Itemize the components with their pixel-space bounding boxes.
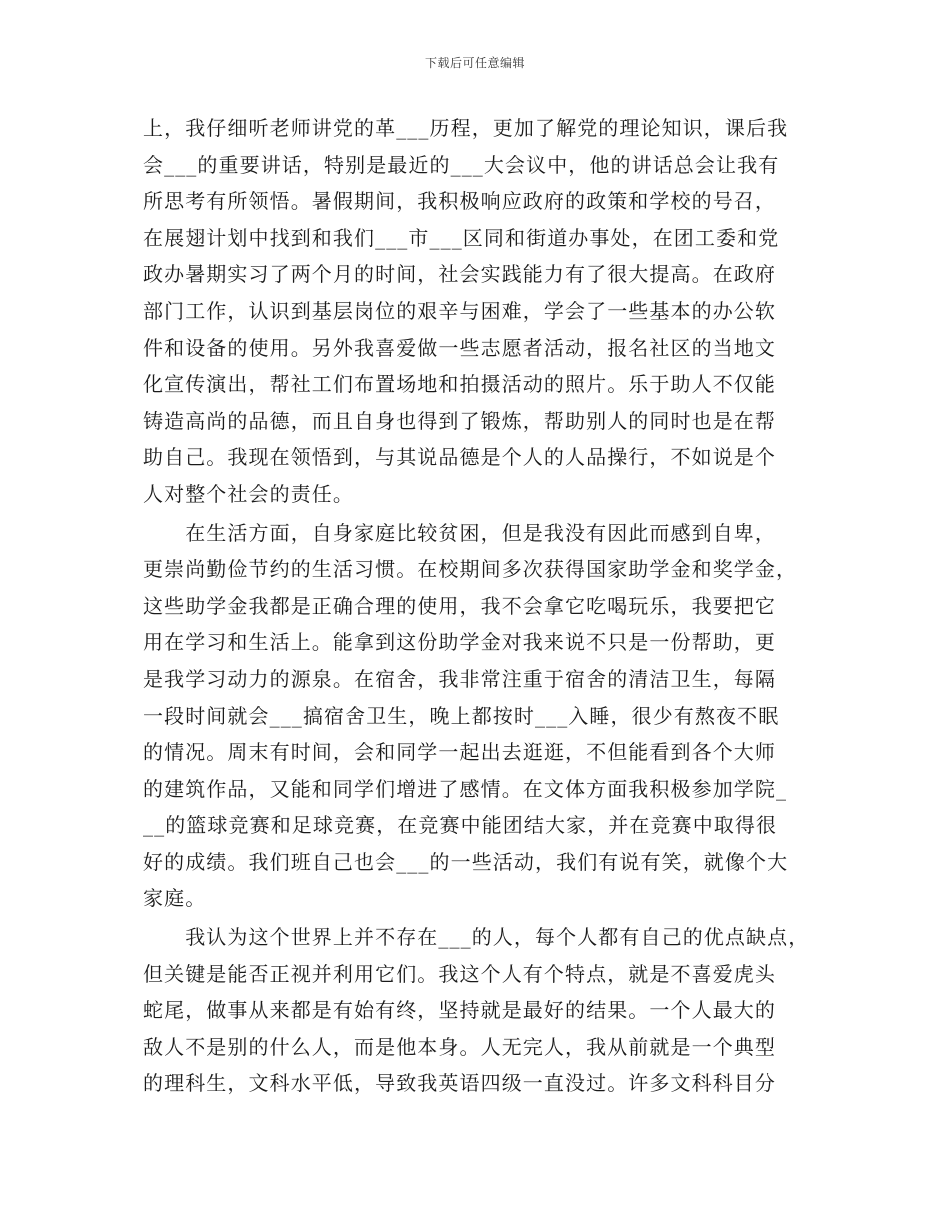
text-line: 化宣传演出，帮社工们布置场地和拍摄活动的照片。乐于助人不仅能 bbox=[143, 372, 776, 397]
text-line: 政办暑期实习了两个月的时间，社会实践能力有了很大提高。在政府 bbox=[143, 262, 776, 287]
text-line: 的理科生，文科水平低，导致我英语四级一直没过。许多文科科目分 bbox=[143, 1071, 776, 1096]
text-line: 的情况。周末有时间，会和同学一起出去逛逛，不但能看到各个大师 bbox=[143, 740, 776, 765]
text-line: 蛇尾，做事从来都是有始有终，坚持就是最好的结果。一个人最大的 bbox=[143, 998, 776, 1023]
text-line: 这些助学金我都是正确合理的使用，我不会拿它吃喝玩乐，我要把它 bbox=[143, 593, 776, 618]
text-line: 会___的重要讲话，特别是最近的___大会议中，他的讲话总会让我有 bbox=[143, 152, 780, 177]
paragraph-3 bbox=[143, 919, 813, 1102]
text-line: 好的成绩。我们班自己也会___的一些活动，我们有说有笑，就像个大 bbox=[143, 849, 789, 874]
text-line: 但关键是能否正视并利用它们。我这个人有个特点，就是不喜爱虎头 bbox=[143, 961, 776, 986]
text-line: 的建筑作品，又能和同学们增进了感情。在文体方面我积极参加学院_ bbox=[143, 776, 788, 801]
text-line: 更崇尚勤俭节约的生活习惯。在校期间多次获得国家助学金和奖学金， bbox=[143, 557, 798, 582]
body-text bbox=[143, 110, 813, 1102]
text-line: 在展翅计划中找到和我们___市___区同和街道办事处，在团工委和党 bbox=[143, 225, 780, 250]
text-line: 铸造高尚的品德，而且自身也得到了锻炼，帮助别人的同时也是在帮 bbox=[143, 408, 776, 433]
text-line: 我认为这个世界上并不存在___的人，每个人都有自己的优点缺点， bbox=[143, 925, 810, 950]
text-line: 件和设备的使用。另外我喜爱做一些志愿者活动，报名社区的当地文 bbox=[143, 335, 776, 360]
text-line: __的篮球竞赛和足球竞赛，在竞赛中能团结大家，并在竞赛中取得很 bbox=[143, 813, 778, 838]
text-line: 在生活方面，自身家庭比较贫困，但是我没有因此而感到自卑， bbox=[143, 520, 776, 545]
paragraph-1 bbox=[143, 110, 813, 513]
text-line: 部门工作，认识到基层岗位的艰辛与困难，学会了一些基本的办公软 bbox=[143, 298, 776, 323]
page-header: 下载后可任意编辑 bbox=[424, 56, 525, 70]
text-line: 敌人不是别的什么人，而是他本身。人无完人，我从前就是一个典型 bbox=[143, 1034, 776, 1059]
text-line: 人对整个社会的责任。 bbox=[143, 481, 354, 506]
paragraph-2 bbox=[143, 515, 813, 918]
text-line: 家庭。 bbox=[143, 886, 207, 911]
text-line: 一段时间就会___搞宿舍卫生，晚上都按时___入睡，很少有熬夜不眠 bbox=[143, 703, 780, 728]
text-line: 用在学习和生活上。能拿到这份助学金对我来说不只是一份帮助，更 bbox=[143, 630, 776, 655]
text-line: 助自己。我现在领悟到，与其说品德是个人的人品操行，不如说是个 bbox=[143, 445, 776, 470]
text-line: 上，我仔细听老师讲党的革___历程，更加了解党的理论知识，课后我 bbox=[143, 116, 789, 140]
text-line: 所思考有所领悟。暑假期间，我积极响应政府的政策和学校的号召， bbox=[143, 189, 776, 214]
text-line: 是我学习动力的源泉。在宿舍，我非常注重于宿舍的清洁卫生，每隔 bbox=[143, 666, 776, 691]
